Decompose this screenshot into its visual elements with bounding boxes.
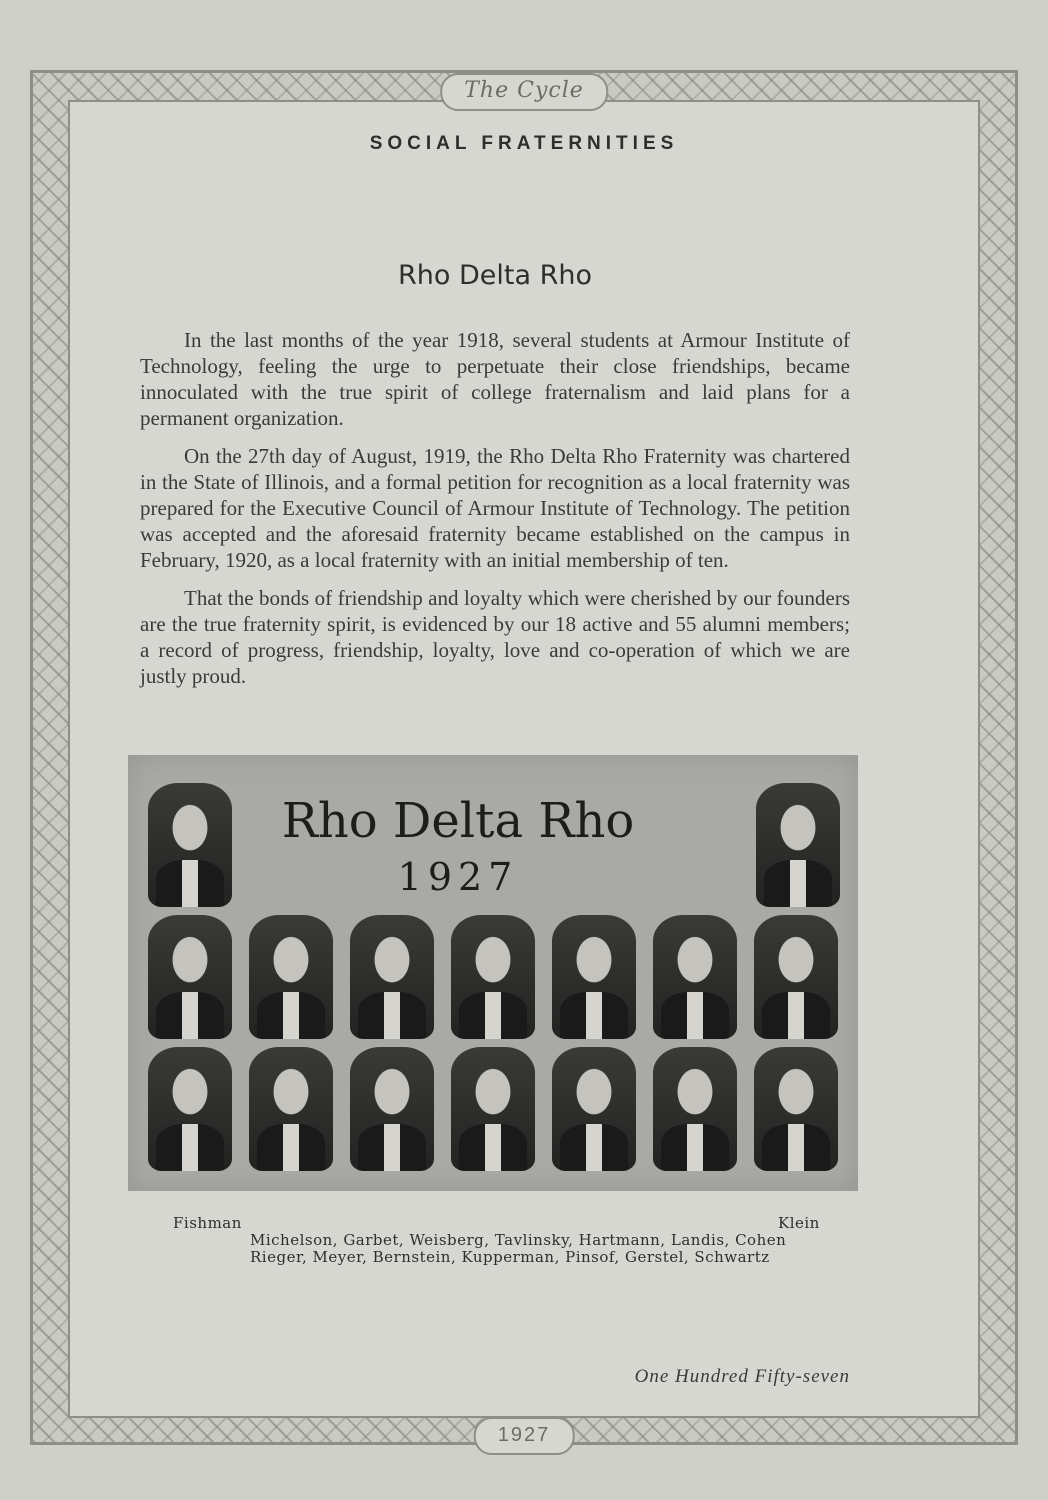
portrait [148, 915, 232, 1039]
portrait [451, 915, 535, 1039]
portrait [756, 783, 840, 907]
caption-left: Fishman [173, 1214, 242, 1232]
portrait [148, 1047, 232, 1171]
running-title: The Cycle [440, 73, 608, 111]
group-photo [128, 755, 858, 1191]
portrait [552, 915, 636, 1039]
paragraph: That the bonds of friendship and loyalty which were cherished by our founders are the true fraternity spirit, is evidenced by our 18 active and 55 alumni members; a record of progress, friendship, loyalty, love and co-operation of which we are justly proud. [140, 586, 850, 688]
article-body [140, 327, 850, 701]
portrait [249, 915, 333, 1039]
portrait [148, 783, 232, 907]
portrait [754, 1047, 838, 1171]
footer-year: 1927 [474, 1417, 575, 1455]
portrait [451, 1047, 535, 1171]
portrait [653, 915, 737, 1039]
paragraph: In the last months of the year 1918, several students at Armour Institute of Technology, feeling the urge to perpetuate their close friendships, became innoculated with the true spirit of college fraternalism and laid plans for a permanent organization. [140, 328, 850, 430]
caption-row-2: Rieger, Meyer, Bernstein, Kupperman, Pinsof, Gerstel, Schwartz [250, 1248, 770, 1266]
portrait [350, 915, 434, 1039]
portrait [249, 1047, 333, 1171]
paragraph: On the 27th day of August, 1919, the Rho Delta Rho Fraternity was chartered in the State of Illinois, and a formal petition for recognition as a local fraternity was prepared for the Executive Council of Armour Institute of Technology. The petition was accepted and the aforesaid fraternity became established on the campus in February, 1920, as a local fraternity with an initial membership of ten. [140, 444, 850, 572]
portrait [754, 915, 838, 1039]
section-heading: SOCIAL FRATERNITIES [369, 133, 679, 154]
portrait [552, 1047, 636, 1171]
caption-row-1: Michelson, Garbet, Weisberg, Tavlinsky, Hartmann, Landis, Cohen [250, 1231, 787, 1249]
photo-title: Rho Delta Rho [281, 793, 635, 849]
caption-right: Klein [778, 1214, 820, 1232]
portrait [653, 1047, 737, 1171]
portrait [350, 1047, 434, 1171]
page-number: One Hundred Fifty-seven [634, 1366, 850, 1387]
article-title: Rho Delta Rho [398, 260, 592, 291]
photo-year: 1927 [397, 855, 519, 899]
